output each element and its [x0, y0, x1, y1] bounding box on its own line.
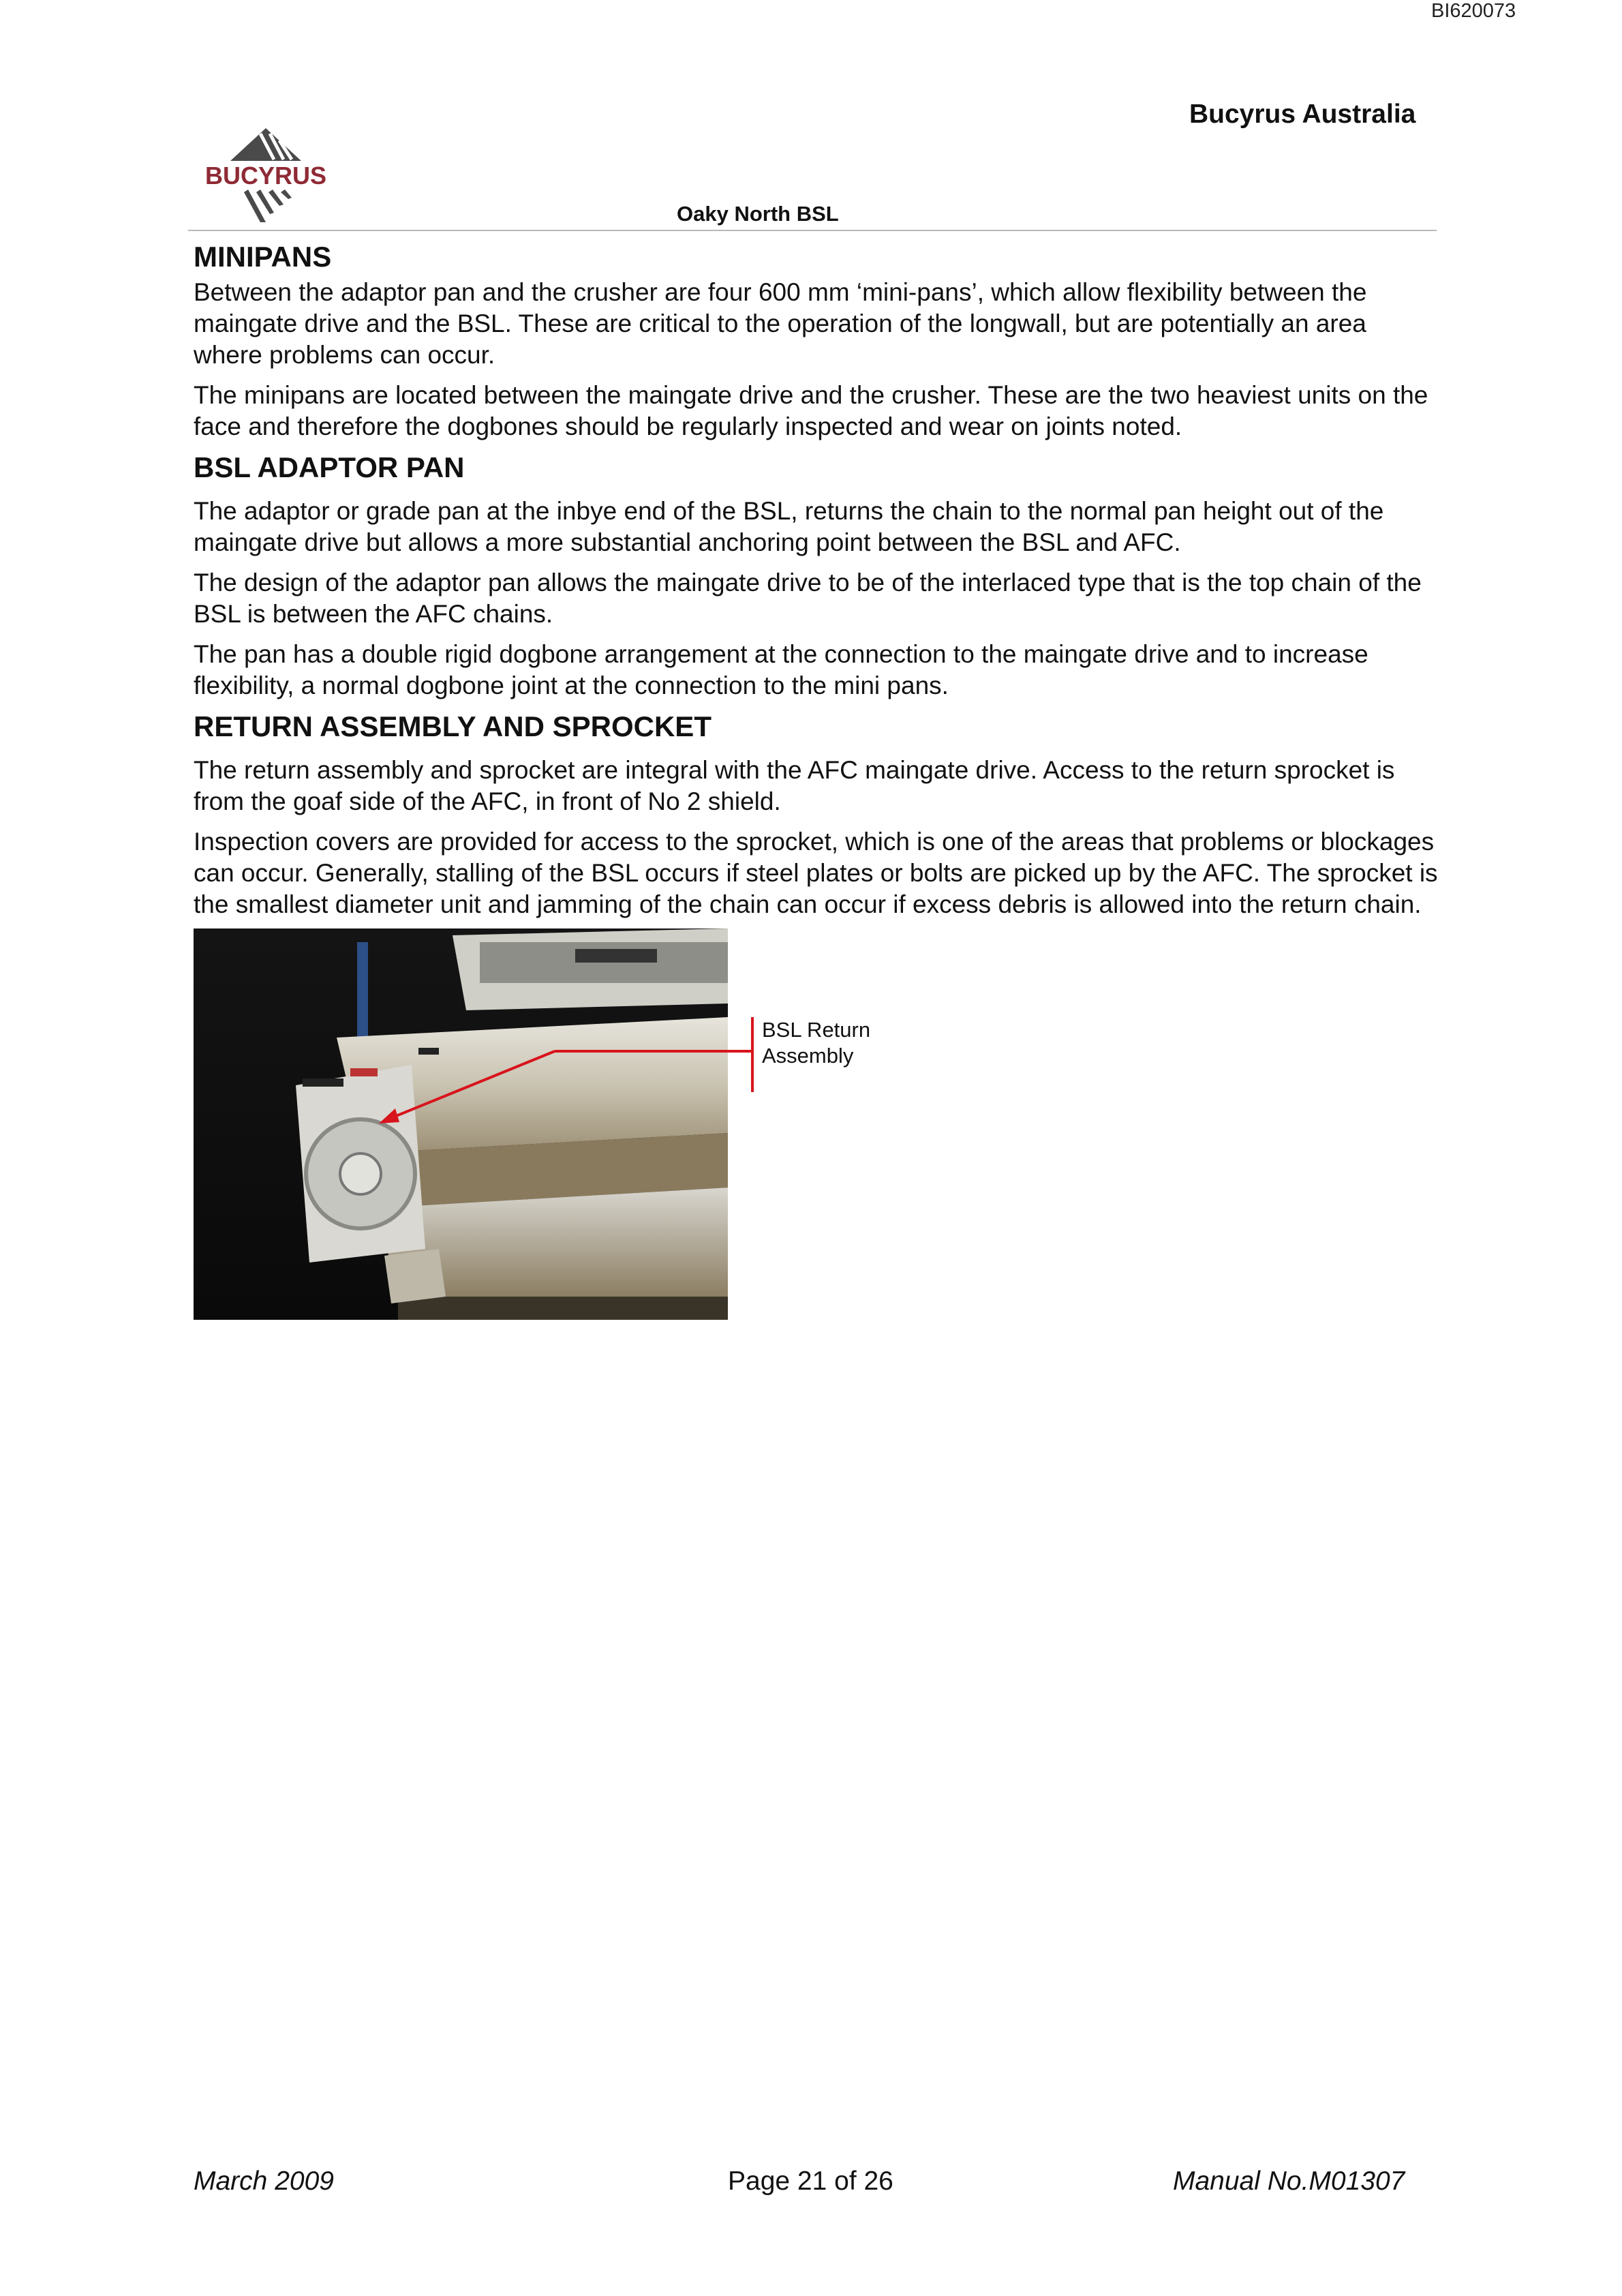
callout-arrow-shaft — [384, 1051, 555, 1121]
paragraph: The pan has a double rigid dogbone arrangement at the connection to the maingate drive and to increase flexibility, a normal dogbone joint at the connection to the mini pans. — [194, 640, 1368, 699]
header-divider — [188, 230, 1437, 231]
paragraph: The design of the adaptor pan allows the maingate drive to be of the interlaced type that is the top chain of the BSL is between the AFC chains. — [194, 569, 1422, 628]
paragraph: Inspection covers are provided for access to the sprocket, which is one of the areas that problems or blockages can occur. Generally, stalling of the BSL occurs if steel plates or bolts are picked up by the AFC. The sprocket is the smallest diameter unit and jamming of the chain can occur if excess debris is allowed into the return chain. — [194, 828, 1438, 918]
section-heading-return-assembly: RETURN ASSEMBLY AND SPROCKET — [194, 710, 711, 742]
site-title: Oaky North BSL — [677, 202, 839, 226]
logo-mountain-icon — [230, 128, 301, 161]
logo-base-icon — [244, 190, 292, 222]
footer-page-number: Page 21 of 26 — [728, 2166, 893, 2196]
paragraph: Between the adaptor pan and the crusher are four 600 mm ‘mini-pans’, which allow flexibility between the maingate drive and the BSL. These are critical to the operation of the longwall, but are potentially an area where problems can occur. — [194, 278, 1367, 369]
bucyrus-logo — [189, 127, 343, 226]
section-heading-adaptor-pan: BSL ADAPTOR PAN — [194, 451, 465, 483]
footer-manual-number: Manual No.M01307 — [1173, 2166, 1405, 2196]
logo-wordmark: BUCYRUS — [204, 162, 327, 190]
company-name: Bucyrus Australia — [1189, 100, 1416, 129]
arrow-head-icon — [379, 1108, 399, 1123]
return-assembly-figure — [194, 928, 1148, 1320]
paragraph: The return assembly and sprocket are integral with the AFC maingate drive. Access to the return sprocket is from the goaf side of the AFC, in front of No 2 shield. — [194, 756, 1395, 815]
section-heading-minipans: MINIPANS — [194, 241, 332, 273]
document-id: BI620073 — [1431, 0, 1516, 22]
paragraph: The minipans are located between the maingate drive and the crusher. These are the two heaviest units on the face and therefore the dogbones should be regularly inspected and wear on joints noted. — [194, 381, 1428, 440]
footer-date: March 2009 — [194, 2166, 334, 2196]
callout-label: BSL Return Assembly — [762, 1018, 871, 1068]
paragraph: The adaptor or grade pan at the inbye end of the BSL, returns the chain to the normal pan height out of the maingate drive but allows a more substantial anchoring point between the BSL and AFC. — [194, 497, 1384, 556]
document-body — [194, 237, 1441, 1320]
callout-pointer — [194, 928, 1148, 1320]
